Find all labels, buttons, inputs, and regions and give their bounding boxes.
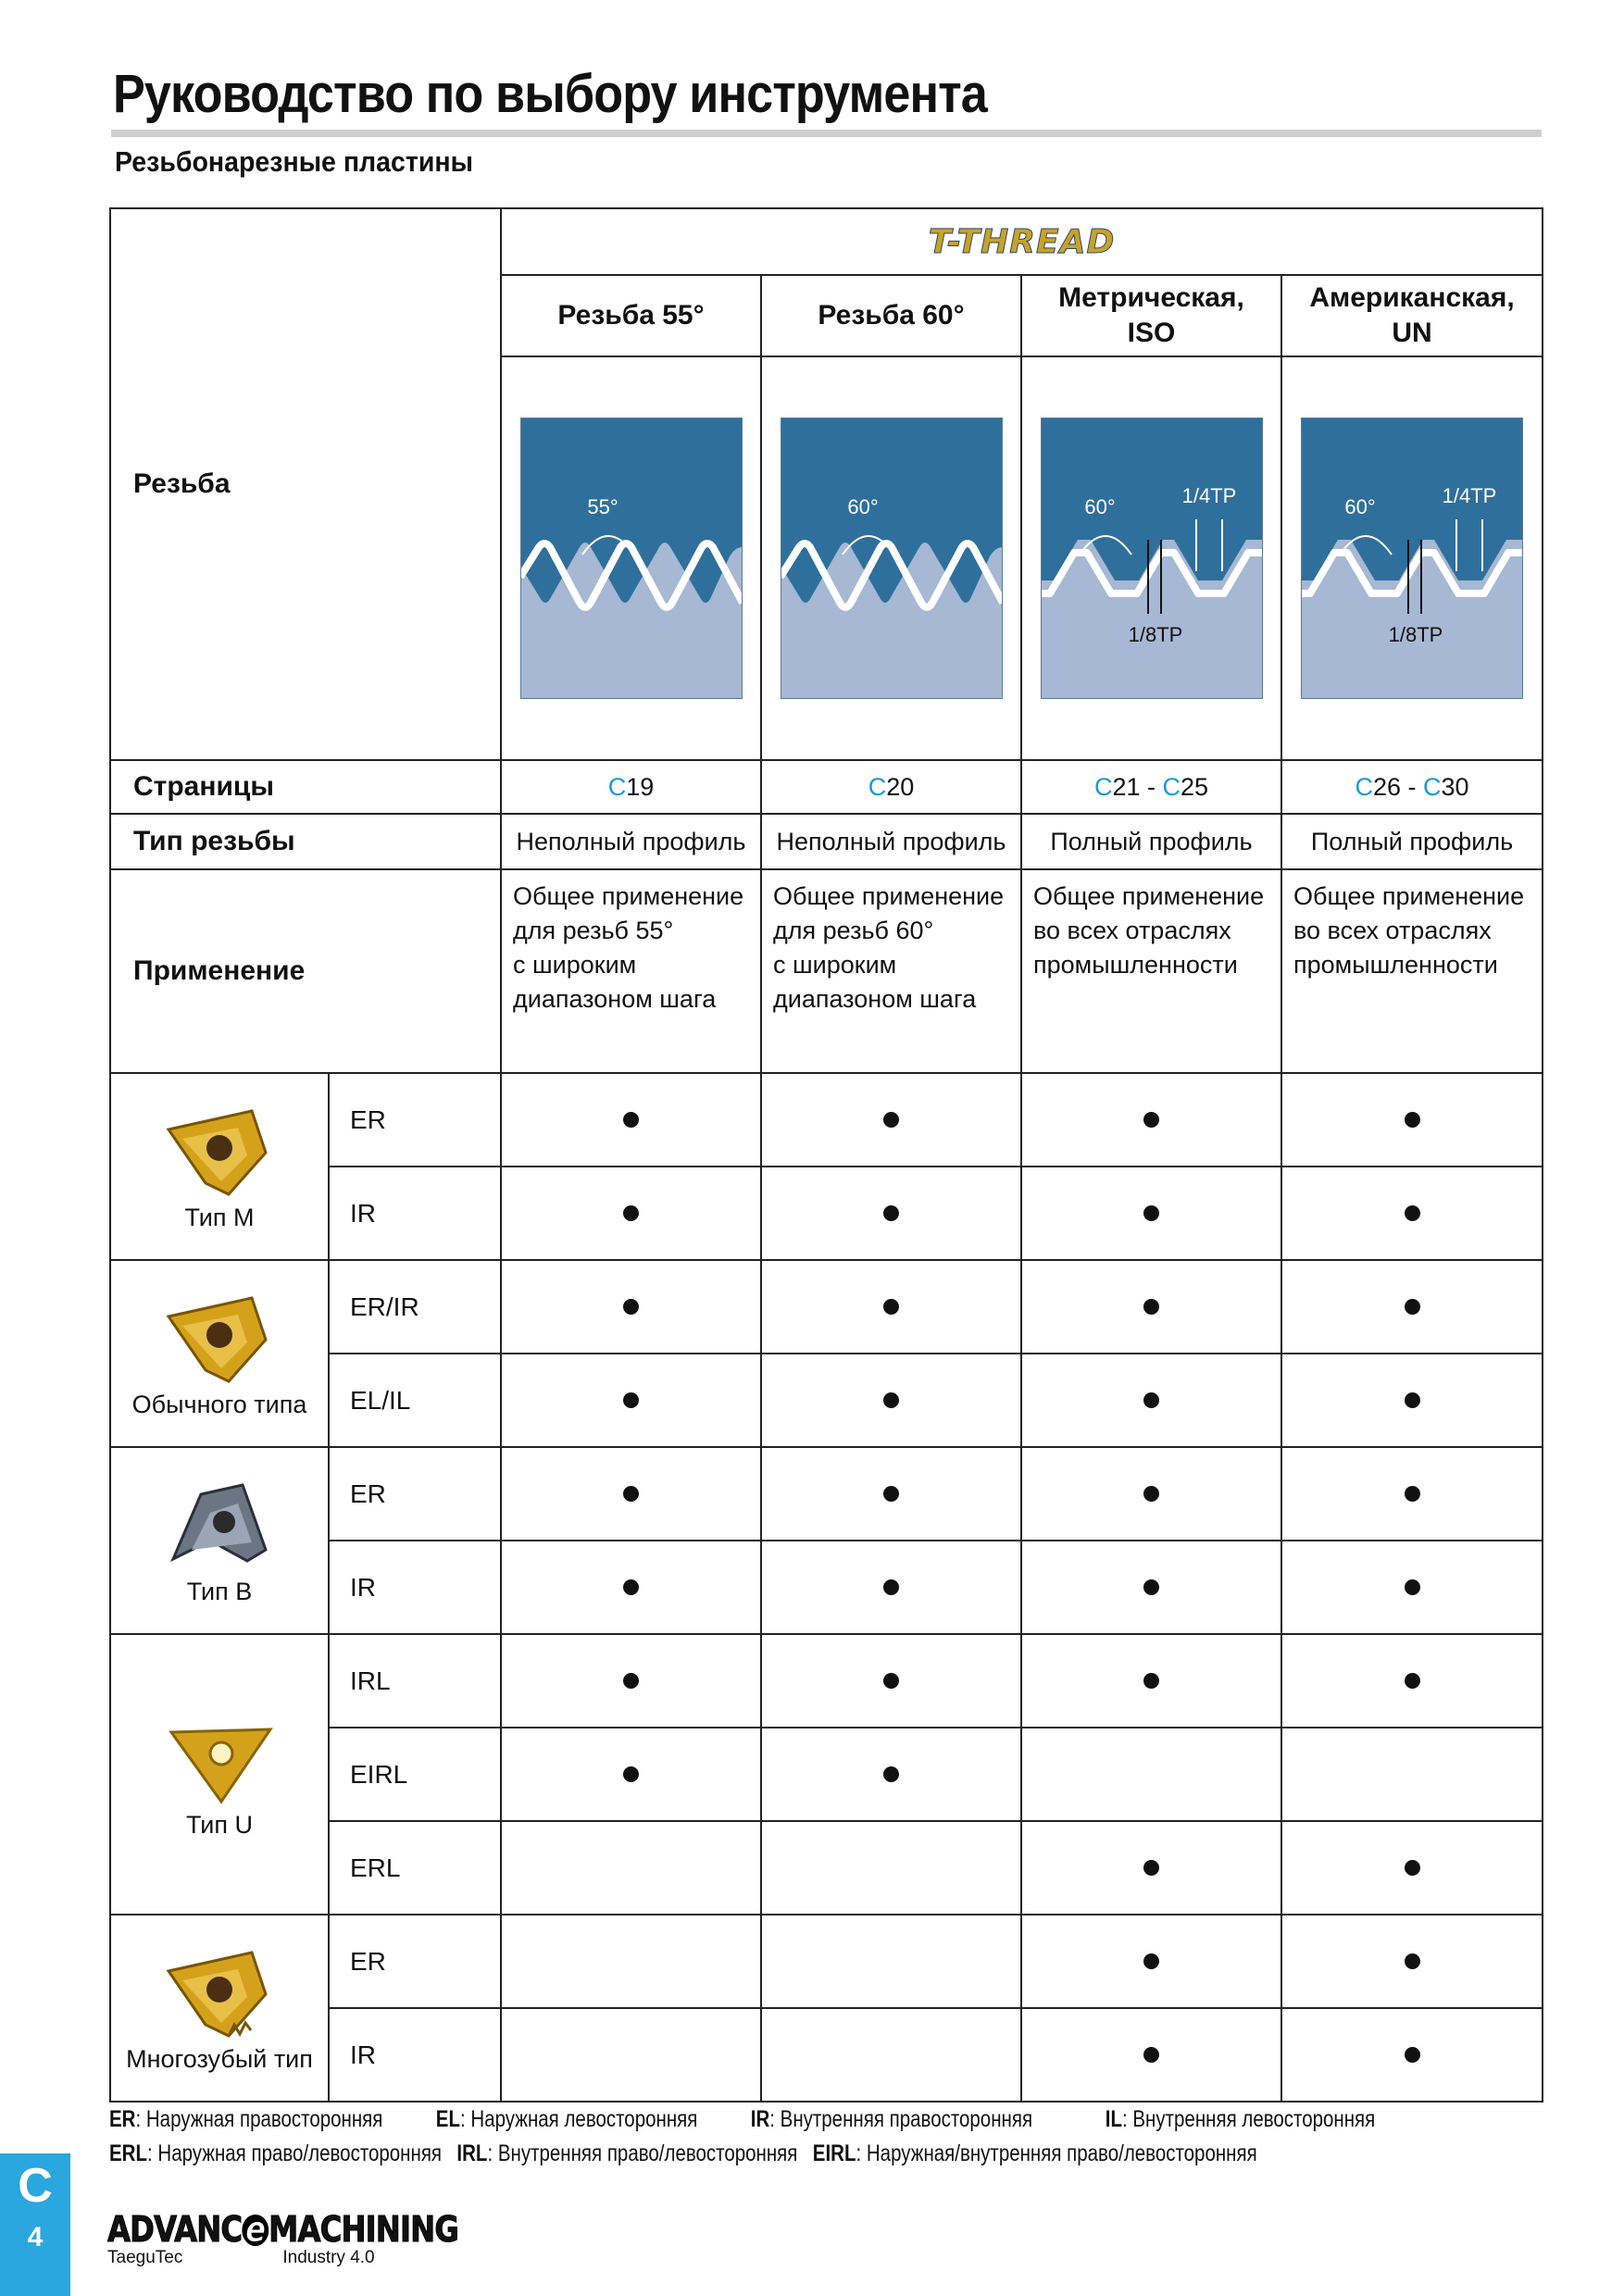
insert-code-cell: ER	[329, 1447, 501, 1541]
title-divider	[111, 130, 1542, 137]
application-cell: Общее применение для резьб 55° с широким диапазоном шага	[501, 869, 761, 1073]
table-row	[110, 1634, 1543, 1728]
compatible-dot	[1405, 1673, 1420, 1689]
thread-type-cell: Неполный профиль	[501, 814, 761, 869]
compatibility-cell	[1281, 1915, 1543, 2008]
insert-type-label: Тип B	[186, 1577, 253, 1605]
insert-standard-icon	[111, 1289, 328, 1391]
insert-type-label: Обычного типа	[131, 1390, 307, 1418]
thread-profile-figure	[501, 356, 761, 760]
thread-type-cell: Полный профиль	[1281, 814, 1543, 869]
compatibility-cell	[501, 1260, 761, 1354]
column-header: Метрическая, ISO	[1021, 275, 1281, 356]
t-thread-logo: T-THREAD	[501, 208, 1543, 275]
insert-code-cell: EL/IL	[329, 1354, 501, 1447]
compatibility-cell	[1281, 1354, 1543, 1447]
compatibility-cell	[1281, 1634, 1543, 1728]
compatible-dot	[1143, 1953, 1159, 1969]
compatible-dot	[623, 1299, 639, 1315]
insert-group-cell	[110, 1260, 329, 1447]
column-header: Американская, UN	[1281, 275, 1543, 356]
compatible-dot	[1143, 1299, 1159, 1315]
thread-type-cell: Неполный профиль	[761, 814, 1021, 869]
legend-item: IRL: Внутренняя право/левосторонняя	[456, 2140, 798, 2166]
compatible-dot	[1405, 1112, 1420, 1128]
insert-code-cell: ERL	[329, 1821, 501, 1915]
compatible-dot	[883, 1766, 899, 1782]
section-tab	[0, 2153, 70, 2296]
compatible-dot	[1143, 1392, 1159, 1408]
compatible-dot	[1405, 1392, 1420, 1408]
tp-quarter-label: 1/4TP	[1442, 484, 1497, 507]
insert-code-cell: ER	[329, 1073, 501, 1167]
compatibility-cell	[501, 1073, 761, 1167]
insert-multi-tooth-icon	[111, 1943, 328, 2045]
insert-group-cell	[110, 1073, 329, 1260]
compatible-dot	[623, 1766, 639, 1782]
insert-code-cell: ER/IR	[329, 1260, 501, 1354]
compatibility-cell	[501, 1634, 761, 1728]
column-header: Резьба 55°	[501, 275, 761, 356]
angle-label: 60°	[1083, 495, 1116, 518]
angle-label: 55°	[586, 495, 618, 518]
compatibility-cell	[501, 1447, 761, 1541]
insert-code-cell: IRL	[329, 1634, 501, 1728]
compatible-dot	[1405, 1953, 1420, 1969]
compatibility-cell	[1281, 1541, 1543, 1634]
compatibility-cell	[501, 2008, 761, 2102]
row-label-thread: Резьба	[110, 208, 501, 760]
compatibility-cell	[761, 1167, 1021, 1260]
compatibility-cell	[761, 1354, 1021, 1447]
page-title: Руководство по выбору инструмента	[113, 64, 987, 124]
insert-code-cell: ER	[329, 1915, 501, 2008]
compatible-dot	[623, 1112, 639, 1128]
row-label-pages: Страницы	[110, 760, 501, 814]
table-row	[110, 1915, 1543, 2008]
compatibility-cell	[761, 1728, 1021, 1821]
application-cell: Общее применение во всех отраслях промышленности	[1281, 869, 1543, 1073]
compatibility-cell	[761, 1915, 1021, 2008]
compatibility-cell	[501, 1541, 761, 1634]
pages-cell: C19	[501, 760, 761, 814]
compatibility-cell	[1021, 1634, 1281, 1728]
compatible-dot	[623, 1673, 639, 1689]
row-label-thread-type: Тип резьбы	[110, 814, 501, 869]
compatible-dot	[1405, 1579, 1420, 1595]
compatibility-cell	[1021, 1447, 1281, 1541]
compatible-dot	[883, 1205, 899, 1221]
selection-table	[109, 207, 1543, 2103]
thread-type-cell: Полный профиль	[1021, 814, 1281, 869]
application-cell: Общее применение во всех отраслях промышленности	[1021, 869, 1281, 1073]
compatibility-cell	[761, 1634, 1021, 1728]
compatibility-cell	[1021, 1167, 1281, 1260]
compatibility-cell	[761, 1073, 1021, 1167]
tp-eighth-label: 1/8TP	[1388, 623, 1443, 646]
angle-label: 60°	[846, 495, 879, 518]
compatible-dot	[883, 1579, 899, 1595]
compatibility-cell	[761, 1541, 1021, 1634]
insert-code-cell: IR	[329, 2008, 501, 2102]
compatible-dot	[1143, 1205, 1159, 1221]
compatibility-cell	[1281, 2008, 1543, 2102]
insert-type-label: Многозубый тип	[126, 2044, 313, 2073]
insert-type-u-icon	[111, 1709, 328, 1811]
angle-label: 60°	[1344, 495, 1376, 518]
compatible-dot	[1143, 1579, 1159, 1595]
pages-cell: C20	[761, 760, 1021, 814]
compatible-dot	[623, 1205, 639, 1221]
tp-quarter-label: 1/4TP	[1181, 484, 1236, 507]
compatibility-cell	[761, 1821, 1021, 1915]
insert-group-cell	[110, 1634, 329, 1915]
compatibility-cell	[501, 1728, 761, 1821]
tp-eighth-label: 1/8TP	[1128, 623, 1182, 646]
compatible-dot	[883, 1299, 899, 1315]
section-tab-letter: C	[18, 2159, 53, 2213]
compatible-dot	[883, 1673, 899, 1689]
compatibility-cell	[1021, 1260, 1281, 1354]
compatibility-cell	[1021, 1354, 1281, 1447]
compatibility-cell	[501, 1915, 761, 2008]
advance-machining-logo: ADVANC e MACHINING TaeguTec Industry 4.0	[107, 2209, 459, 2267]
legend-item: ER: Наружная правосторонняя	[109, 2106, 383, 2132]
compatible-dot	[623, 1579, 639, 1595]
application-cell: Общее применение для резьб 60° с широким диапазоном шага	[761, 869, 1021, 1073]
pages-cell: C21 - C25	[1021, 760, 1281, 814]
insert-code-cell: IR	[329, 1167, 501, 1260]
table-row	[110, 1447, 1543, 1541]
compatible-dot	[1143, 1112, 1159, 1128]
compatibility-cell	[1021, 1821, 1281, 1915]
compatibility-cell	[1281, 1821, 1543, 1915]
page-subtitle: Резьбонарезные пластины	[115, 145, 473, 178]
compatible-dot	[883, 1112, 899, 1128]
insert-group-cell	[110, 1447, 329, 1634]
compatible-dot	[1405, 1299, 1420, 1315]
insert-code-cell: EIRL	[329, 1728, 501, 1821]
compatibility-cell	[1281, 1728, 1543, 1821]
compatibility-cell	[761, 1447, 1021, 1541]
compatibility-cell	[1021, 1541, 1281, 1634]
row-label-application: Применение	[110, 869, 501, 1073]
thread-profile-figure	[761, 356, 1021, 760]
compatible-dot	[883, 1392, 899, 1408]
compatibility-cell	[761, 1260, 1021, 1354]
compatibility-cell	[1281, 1260, 1543, 1354]
compatibility-cell	[501, 1821, 761, 1915]
insert-code-cell: IR	[329, 1541, 501, 1634]
compatibility-cell	[501, 1167, 761, 1260]
compatible-dot	[1405, 1860, 1420, 1876]
column-header: Резьба 60°	[761, 275, 1021, 356]
legend-line-1	[109, 2106, 1429, 2133]
table-row	[110, 1073, 1543, 1167]
insert-type-m-icon	[111, 1102, 328, 1204]
thread-profile-figure	[1021, 356, 1281, 760]
compatibility-cell	[1281, 1073, 1543, 1167]
legend-item: IR: Внутренняя правосторонняя	[750, 2106, 1033, 2132]
insert-type-label: Тип M	[184, 1203, 255, 1231]
insert-group-cell	[110, 1915, 329, 2102]
insert-type-b-icon	[111, 1476, 328, 1578]
compatible-dot	[1143, 1486, 1159, 1502]
pages-cell: C26 - C30	[1281, 760, 1543, 814]
insert-type-label: Тип U	[185, 1811, 253, 1839]
legend-item: EIRL: Наружная/внутренняя право/левосторонняя	[812, 2140, 1257, 2166]
compatible-dot	[1143, 1860, 1159, 1876]
legend-item: IL: Внутренняя левосторонняя	[1105, 2106, 1376, 2132]
legend-item: EL: Наружная левосторонняя	[435, 2106, 698, 2132]
compatible-dot	[1143, 2047, 1159, 2063]
thread-profile-figure	[1281, 356, 1543, 760]
compatibility-cell	[1281, 1167, 1543, 1260]
compatible-dot	[1405, 1486, 1420, 1502]
compatibility-cell	[1281, 1447, 1543, 1541]
legend-item: ERL: Наружная право/левосторонняя	[109, 2140, 443, 2166]
legend-line-2	[109, 2140, 1272, 2167]
section-tab-number: 4	[27, 2222, 44, 2252]
compatible-dot	[883, 1486, 899, 1502]
table-row	[110, 1260, 1543, 1354]
compatibility-cell	[1021, 1915, 1281, 2008]
compatible-dot	[1405, 1205, 1420, 1221]
compatibility-cell	[1021, 1728, 1281, 1821]
compatible-dot	[1405, 2047, 1420, 2063]
compatibility-cell	[501, 1354, 761, 1447]
compatibility-cell	[761, 2008, 1021, 2102]
compatible-dot	[1143, 1673, 1159, 1689]
compatible-dot	[623, 1486, 639, 1502]
compatibility-cell	[1021, 2008, 1281, 2102]
compatibility-cell	[1021, 1073, 1281, 1167]
compatible-dot	[623, 1392, 639, 1408]
